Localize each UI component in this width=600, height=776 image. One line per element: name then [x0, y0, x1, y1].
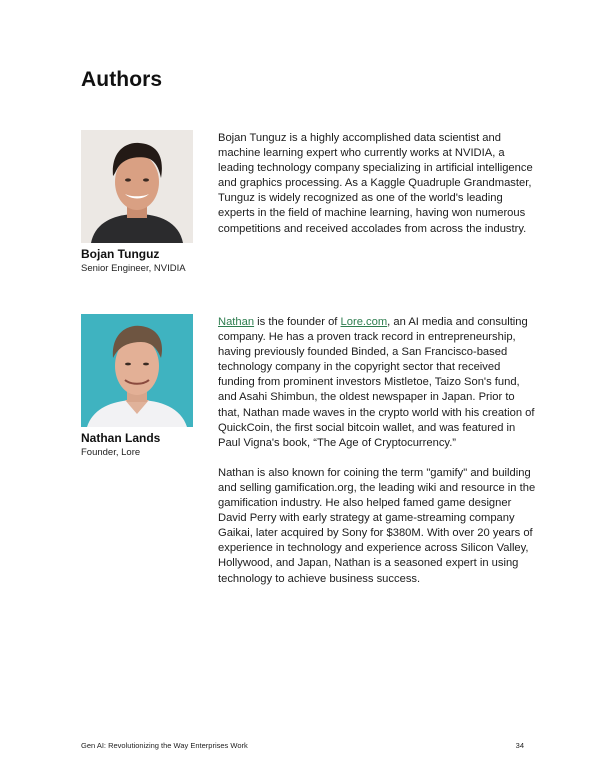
author-name: Nathan Lands [81, 431, 161, 445]
bio-paragraph: Nathan is also known for coining the term "gamify" and building and selling gamification.org, the leading wiki and resource in the gamification industry. He also helped famed game designer David Perry with early strategy at game-streaming company Gaikai, later acquired by Sony for $380M. With over 20 years of experience in technology and experience across Silicon Valley, Hollywood, and Japan, Nathan is a seasoned expert in using technology to achieve business success. [218, 466, 536, 585]
author-bio-nathan [218, 315, 538, 587]
author-card-bojan [81, 130, 193, 274]
author-name: Bojan Tunguz [81, 247, 160, 261]
footer-document-title: Gen AI: Revolutionizing the Way Enterprises Work [81, 741, 248, 750]
author-card-nathan [81, 314, 193, 458]
bio-paragraph: Bojan Tunguz is a highly accomplished data scientist and machine learning expert who currently works at NVIDIA, a leading technology company specializing in artificial intelligence and graphics processing. As a Kaggle Quadruple Grandmaster, Tunguz is widely recognized as one of the world's leading experts in the field of machine learning, having won numerous competitions and received accolades from across the industry. [218, 132, 533, 235]
portrait-photo-icon [81, 314, 193, 427]
page-number: 34 [515, 741, 524, 750]
author-bio-bojan [218, 131, 538, 237]
bio-text: is the founder of [254, 316, 341, 328]
nathan-link[interactable]: Nathan [218, 316, 255, 328]
author-role: Senior Engineer, NVIDIA [81, 263, 186, 274]
bio-text: , an AI media and consulting company. He has a proven track record in entrepreneurship, having previously founded Binded, a San Francisco-based technology company in the copyright sector that received funding from prominent investors Mistletoe, Taizo Son's fund, and Asahi Shimbun, the oldest newspaper in Japan. Prior to that, Nathan made waves in the crypto world with his creation of QuickCoin, the first social bitcoin wallet, and was featured in Paul Vigna's book, “The Age of Cryptocurrency.” [218, 316, 535, 449]
portrait-photo-icon [81, 130, 193, 243]
lore-com-link[interactable]: Lore.com [340, 316, 388, 328]
page-title: Authors [81, 68, 163, 91]
bio-paragraph-intro [218, 315, 538, 451]
author-photo-nathan [81, 314, 193, 427]
author-role: Founder, Lore [81, 447, 141, 458]
author-photo-bojan [81, 130, 193, 243]
